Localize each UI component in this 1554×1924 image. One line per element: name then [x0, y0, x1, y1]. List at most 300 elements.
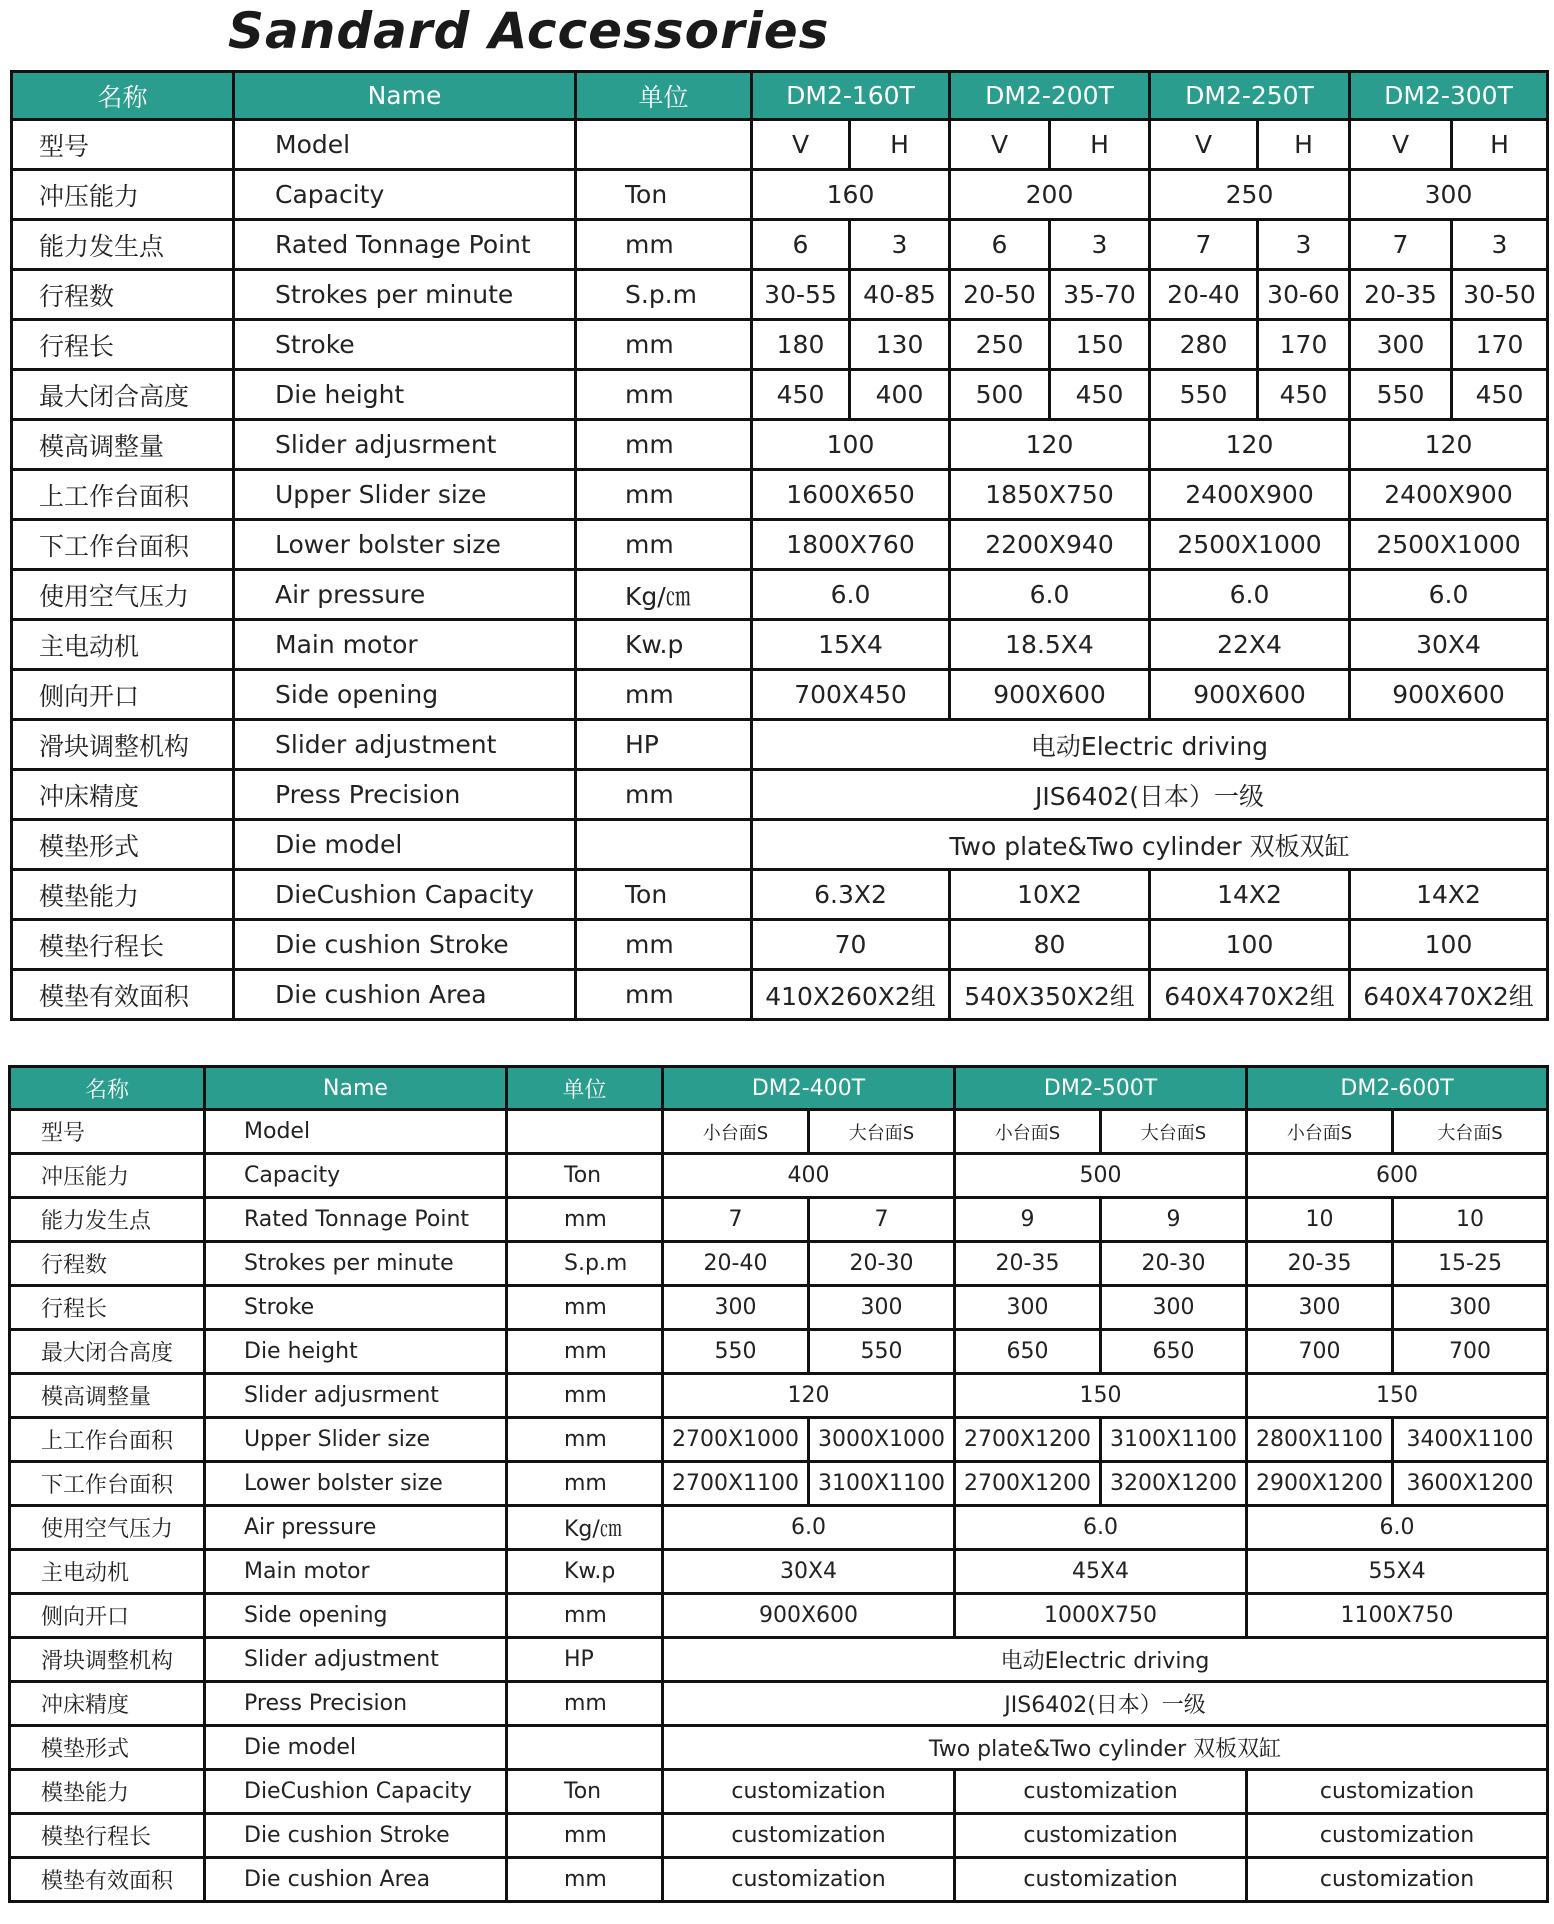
row-label-cn: 最大闭合高度	[10, 1330, 205, 1374]
value-cell: customization	[1247, 1814, 1548, 1858]
table-row	[12, 720, 1548, 770]
row-unit: mm	[507, 1330, 663, 1374]
table-row	[10, 1418, 1548, 1462]
table-row	[12, 670, 1548, 720]
model-header: DM2-600T	[1247, 1067, 1548, 1110]
value-cell: customization	[663, 1858, 955, 1902]
value-cell: 300	[809, 1286, 955, 1330]
value-cell: 3000X1000	[809, 1418, 955, 1462]
row-unit: mm	[507, 1462, 663, 1506]
value-cell: 550	[1150, 370, 1258, 420]
row-unit: mm	[576, 770, 752, 820]
value-cell: 2700X1100	[663, 1462, 809, 1506]
row-label-cn: 上工作台面积	[12, 470, 234, 520]
row-label-en: Slider adjustment	[205, 1638, 507, 1682]
table-row	[12, 820, 1548, 870]
row-label-cn: 滑块调整机构	[10, 1638, 205, 1682]
row-unit: HP	[507, 1638, 663, 1682]
value-cell: H	[1258, 120, 1350, 170]
row-label-cn: 模垫能力	[12, 870, 234, 920]
row-unit	[507, 1726, 663, 1770]
value-cell: H	[1452, 120, 1548, 170]
value-cell: 400	[663, 1154, 955, 1198]
row-unit: mm	[507, 1858, 663, 1902]
value-cell: 300	[1101, 1286, 1247, 1330]
row-label-en: Press Precision	[205, 1682, 507, 1726]
value-cell: 6	[950, 220, 1050, 270]
value-cell: 640X470X2组	[1150, 970, 1350, 1020]
row-unit: mm	[576, 920, 752, 970]
value-cell: 6.0	[950, 570, 1150, 620]
value-cell: 1800X760	[752, 520, 950, 570]
row-label-en: Stroke	[234, 320, 576, 370]
value-cell: 540X350X2组	[950, 970, 1150, 1020]
table-row	[10, 1638, 1548, 1682]
value-cell: 150	[955, 1374, 1247, 1418]
row-unit: mm	[576, 970, 752, 1020]
value-cell: 2800X1100	[1247, 1418, 1393, 1462]
row-label-en: Rated Tonnage Point	[205, 1198, 507, 1242]
model-header: DM2-250T	[1150, 72, 1350, 120]
value-cell: 900X600	[663, 1594, 955, 1638]
value-cell: 小台面S	[663, 1110, 809, 1154]
value-cell: customization	[955, 1814, 1247, 1858]
value-cell: 6.3X2	[752, 870, 950, 920]
row-label-en: Air pressure	[234, 570, 576, 620]
value-cell: 450	[1050, 370, 1150, 420]
row-label-cn: 能力发生点	[12, 220, 234, 270]
table-row	[12, 370, 1548, 420]
value-cell: 20-35	[955, 1242, 1101, 1286]
row-label-en: Die cushion Area	[234, 970, 576, 1020]
value-cell: 6.0	[752, 570, 950, 620]
row-unit: mm	[507, 1374, 663, 1418]
value-cell: 650	[955, 1330, 1101, 1374]
value-cell: 250	[950, 320, 1050, 370]
value-cell: 70	[752, 920, 950, 970]
value-cell: 大台面S	[1393, 1110, 1548, 1154]
value-cell: 2200X940	[950, 520, 1150, 570]
row-label-en: Die cushion Stroke	[205, 1814, 507, 1858]
row-label-en: Die model	[205, 1726, 507, 1770]
row-unit: mm	[576, 220, 752, 270]
value-cell: 300	[1247, 1286, 1393, 1330]
row-label-en: Capacity	[205, 1154, 507, 1198]
row-label-en: Model	[205, 1110, 507, 1154]
row-label-cn: 模垫有效面积	[12, 970, 234, 1020]
value-cell: 30X4	[1350, 620, 1548, 670]
row-unit: S.p.m	[576, 270, 752, 320]
table-row	[10, 1242, 1548, 1286]
value-cell: 3100X1100	[809, 1462, 955, 1506]
value-cell: 20-40	[663, 1242, 809, 1286]
value-cell: 650	[1101, 1330, 1247, 1374]
value-cell: 80	[950, 920, 1150, 970]
value-cell: 20-40	[1150, 270, 1258, 320]
row-label-cn: 模垫行程长	[12, 920, 234, 970]
table-row	[10, 1286, 1548, 1330]
row-label-en: Lower bolster size	[205, 1462, 507, 1506]
model-header: DM2-300T	[1350, 72, 1548, 120]
value-cell: 7	[663, 1198, 809, 1242]
row-label-cn: 能力发生点	[10, 1198, 205, 1242]
row-label-cn: 行程数	[12, 270, 234, 320]
header-name: Name	[205, 1067, 507, 1110]
table-row	[10, 1858, 1548, 1902]
row-label-cn: 下工作台面积	[10, 1462, 205, 1506]
row-unit	[576, 820, 752, 870]
value-cell: 550	[663, 1330, 809, 1374]
row-label-cn: 模高调整量	[10, 1374, 205, 1418]
value-cell: 300	[1393, 1286, 1548, 1330]
row-unit: Ton	[507, 1154, 663, 1198]
value-cell: 1000X750	[955, 1594, 1247, 1638]
header-cn: 名称	[12, 72, 234, 120]
value-cell: 100	[1350, 920, 1548, 970]
value-cell: 6.0	[1350, 570, 1548, 620]
value-cell: V	[1150, 120, 1258, 170]
row-unit: mm	[507, 1814, 663, 1858]
row-label-cn: 使用空气压力	[12, 570, 234, 620]
header-unit: 单位	[507, 1067, 663, 1110]
value-cell: 7	[1350, 220, 1452, 270]
row-label-cn: 滑块调整机构	[12, 720, 234, 770]
row-unit: mm	[507, 1418, 663, 1462]
table-row	[12, 320, 1548, 370]
value-cell: 300	[1350, 320, 1452, 370]
table-row	[10, 1550, 1548, 1594]
model-header: DM2-500T	[955, 1067, 1247, 1110]
value-cell: 700	[1393, 1330, 1548, 1374]
value-cell: 3	[1258, 220, 1350, 270]
row-unit: Kg/㎝	[576, 570, 752, 620]
value-cell: 2900X1200	[1247, 1462, 1393, 1506]
value-cell: 3	[1452, 220, 1548, 270]
table-row	[12, 870, 1548, 920]
value-cell: 100	[1150, 920, 1350, 970]
row-label-cn: 行程长	[12, 320, 234, 370]
row-label-en: Press Precision	[234, 770, 576, 820]
value-cell: 30X4	[663, 1550, 955, 1594]
row-label-en: Stroke	[205, 1286, 507, 1330]
row-label-en: Slider adjusrment	[205, 1374, 507, 1418]
row-unit: mm	[507, 1286, 663, 1330]
value-cell: 250	[1150, 170, 1350, 220]
row-unit: mm	[576, 520, 752, 570]
row-label-en: Die height	[205, 1330, 507, 1374]
row-label-cn: 冲床精度	[10, 1682, 205, 1726]
row-unit: mm	[576, 420, 752, 470]
table-row	[12, 170, 1548, 220]
row-label-en: Air pressure	[205, 1506, 507, 1550]
value-cell: V	[950, 120, 1050, 170]
header-name: Name	[234, 72, 576, 120]
value-cell: 6.0	[1150, 570, 1350, 620]
value-cell: 170	[1258, 320, 1350, 370]
value-cell: 900X600	[950, 670, 1150, 720]
spec-table-1	[10, 70, 1549, 1021]
value-cell: 700X450	[752, 670, 950, 720]
row-label-en: Upper Slider size	[205, 1418, 507, 1462]
value-cell: 小台面S	[1247, 1110, 1393, 1154]
row-label-cn: 上工作台面积	[10, 1418, 205, 1462]
value-cell: H	[1050, 120, 1150, 170]
value-cell: 2400X900	[1150, 470, 1350, 520]
value-cell: 900X600	[1350, 670, 1548, 720]
value-cell: 700	[1247, 1330, 1393, 1374]
table-row	[10, 1198, 1548, 1242]
row-label-cn: 冲压能力	[12, 170, 234, 220]
row-unit: Ton	[576, 170, 752, 220]
row-label-cn: 下工作台面积	[12, 520, 234, 570]
value-cell: 18.5X4	[950, 620, 1150, 670]
value-cell: Two plate&Two cylinder 双板双缸	[663, 1726, 1548, 1770]
row-label-cn: 最大闭合高度	[12, 370, 234, 420]
value-cell: 130	[850, 320, 950, 370]
value-cell: 2400X900	[1350, 470, 1548, 520]
table-row	[12, 470, 1548, 520]
value-cell: 45X4	[955, 1550, 1247, 1594]
value-cell: 6.0	[663, 1506, 955, 1550]
table-row	[10, 1770, 1548, 1814]
value-cell: 3400X1100	[1393, 1418, 1548, 1462]
header-row	[12, 72, 1548, 120]
value-cell: 22X4	[1150, 620, 1350, 670]
row-label-en: Die cushion Area	[205, 1858, 507, 1902]
table-row	[12, 620, 1548, 670]
value-cell: V	[1350, 120, 1452, 170]
table-row	[12, 420, 1548, 470]
value-cell: 20-30	[1101, 1242, 1247, 1286]
value-cell: 10X2	[950, 870, 1150, 920]
value-cell: 410X260X2组	[752, 970, 950, 1020]
value-cell: 大台面S	[1101, 1110, 1247, 1154]
value-cell: 300	[663, 1286, 809, 1330]
row-unit: Ton	[576, 870, 752, 920]
table-row	[10, 1814, 1548, 1858]
row-label-cn: 冲床精度	[12, 770, 234, 820]
row-label-en: Capacity	[234, 170, 576, 220]
value-cell: V	[752, 120, 850, 170]
value-cell: 10	[1247, 1198, 1393, 1242]
row-unit: S.p.m	[507, 1242, 663, 1286]
model-header: DM2-160T	[752, 72, 950, 120]
value-cell: 55X4	[1247, 1550, 1548, 1594]
row-label-cn: 模垫形式	[12, 820, 234, 870]
row-label-en: Die height	[234, 370, 576, 420]
row-label-cn: 使用空气压力	[10, 1506, 205, 1550]
table-row	[12, 570, 1548, 620]
row-unit: mm	[507, 1682, 663, 1726]
header-cn: 名称	[10, 1067, 205, 1110]
table-row	[12, 770, 1548, 820]
value-cell: 450	[1258, 370, 1350, 420]
row-label-cn: 模垫行程长	[10, 1814, 205, 1858]
row-label-cn: 主电动机	[10, 1550, 205, 1594]
row-label-cn: 型号	[12, 120, 234, 170]
value-cell: 20-30	[809, 1242, 955, 1286]
row-label-en: Side opening	[234, 670, 576, 720]
value-cell: 6	[752, 220, 850, 270]
value-cell: 20-35	[1350, 270, 1452, 320]
value-cell: 3100X1100	[1101, 1418, 1247, 1462]
row-label-en: Die model	[234, 820, 576, 870]
value-cell: JIS6402(日本）一级	[752, 770, 1548, 820]
row-label-cn: 侧向开口	[12, 670, 234, 720]
value-cell: 100	[752, 420, 950, 470]
row-label-en: Main motor	[205, 1550, 507, 1594]
value-cell: 550	[809, 1330, 955, 1374]
value-cell: 电动Electric driving	[663, 1638, 1548, 1682]
value-cell: 7	[1150, 220, 1258, 270]
value-cell: 3	[850, 220, 950, 270]
value-cell: 120	[663, 1374, 955, 1418]
row-label-en: Strokes per minute	[205, 1242, 507, 1286]
row-unit: Kw.p	[576, 620, 752, 670]
row-unit: mm	[576, 670, 752, 720]
row-label-en: Lower bolster size	[234, 520, 576, 570]
row-unit: mm	[507, 1594, 663, 1638]
row-label-cn: 侧向开口	[10, 1594, 205, 1638]
value-cell: 35-70	[1050, 270, 1150, 320]
value-cell: 200	[950, 170, 1150, 220]
row-unit: mm	[576, 470, 752, 520]
value-cell: 3600X1200	[1393, 1462, 1548, 1506]
row-label-cn: 行程长	[10, 1286, 205, 1330]
table-row	[10, 1462, 1548, 1506]
value-cell: 15X4	[752, 620, 950, 670]
row-label-en: Main motor	[234, 620, 576, 670]
value-cell: 6.0	[955, 1506, 1247, 1550]
table-row	[10, 1594, 1548, 1638]
value-cell: 大台面S	[809, 1110, 955, 1154]
value-cell: 280	[1150, 320, 1258, 370]
value-cell: 450	[752, 370, 850, 420]
value-cell: 640X470X2组	[1350, 970, 1548, 1020]
value-cell: 7	[809, 1198, 955, 1242]
value-cell: 900X600	[1150, 670, 1350, 720]
value-cell: 3	[1050, 220, 1150, 270]
value-cell: 10	[1393, 1198, 1548, 1242]
row-label-cn: 主电动机	[12, 620, 234, 670]
value-cell: 1100X750	[1247, 1594, 1548, 1638]
value-cell: 300	[1350, 170, 1548, 220]
row-unit: mm	[576, 370, 752, 420]
value-cell: customization	[955, 1858, 1247, 1902]
value-cell: 3200X1200	[1101, 1462, 1247, 1506]
value-cell: 450	[1452, 370, 1548, 420]
row-label-en: Model	[234, 120, 576, 170]
value-cell: 30-50	[1452, 270, 1548, 320]
row-label-cn: 模垫能力	[10, 1770, 205, 1814]
value-cell: 120	[1150, 420, 1350, 470]
value-cell: 600	[1247, 1154, 1548, 1198]
row-label-cn: 模高调整量	[12, 420, 234, 470]
row-label-en: Rated Tonnage Point	[234, 220, 576, 270]
table-row	[12, 270, 1548, 320]
value-cell: 30-55	[752, 270, 850, 320]
row-unit: HP	[576, 720, 752, 770]
row-unit: mm	[507, 1198, 663, 1242]
value-cell: 2700X1000	[663, 1418, 809, 1462]
row-unit: mm	[576, 320, 752, 370]
value-cell: 20-35	[1247, 1242, 1393, 1286]
value-cell: 300	[955, 1286, 1101, 1330]
value-cell: 120	[1350, 420, 1548, 470]
table-row	[10, 1110, 1548, 1154]
table-row	[10, 1154, 1548, 1198]
table-row	[12, 920, 1548, 970]
row-label-cn: 行程数	[10, 1242, 205, 1286]
row-label-cn: 模垫有效面积	[10, 1858, 205, 1902]
table-row	[10, 1374, 1548, 1418]
value-cell: customization	[663, 1814, 955, 1858]
value-cell: 1850X750	[950, 470, 1150, 520]
value-cell: 160	[752, 170, 950, 220]
model-header: DM2-400T	[663, 1067, 955, 1110]
value-cell: 2500X1000	[1150, 520, 1350, 570]
row-label-cn: 模垫形式	[10, 1726, 205, 1770]
value-cell: 30-60	[1258, 270, 1350, 320]
value-cell: 180	[752, 320, 850, 370]
row-label-en: Side opening	[205, 1594, 507, 1638]
table-row	[10, 1506, 1548, 1550]
row-unit	[507, 1110, 663, 1154]
value-cell: JIS6402(日本）一级	[663, 1682, 1548, 1726]
row-unit: Kw.p	[507, 1550, 663, 1594]
table-row	[12, 970, 1548, 1020]
header-unit: 单位	[576, 72, 752, 120]
value-cell: 20-50	[950, 270, 1050, 320]
value-cell: 500	[950, 370, 1050, 420]
value-cell: 400	[850, 370, 950, 420]
row-label-en: Strokes per minute	[234, 270, 576, 320]
value-cell: 小台面S	[955, 1110, 1101, 1154]
value-cell: customization	[663, 1770, 955, 1814]
table-row	[10, 1726, 1548, 1770]
spec-table-2	[8, 1065, 1549, 1903]
value-cell: 15-25	[1393, 1242, 1548, 1286]
row-label-en: DieCushion Capacity	[234, 870, 576, 920]
row-label-cn: 冲压能力	[10, 1154, 205, 1198]
header-row	[10, 1067, 1548, 1110]
value-cell: 2500X1000	[1350, 520, 1548, 570]
value-cell: 500	[955, 1154, 1247, 1198]
value-cell: 6.0	[1247, 1506, 1548, 1550]
value-cell: 1600X650	[752, 470, 950, 520]
row-unit: Ton	[507, 1770, 663, 1814]
value-cell: customization	[955, 1770, 1247, 1814]
value-cell: 150	[1247, 1374, 1548, 1418]
value-cell: 550	[1350, 370, 1452, 420]
value-cell: customization	[1247, 1858, 1548, 1902]
row-label-en: Die cushion Stroke	[234, 920, 576, 970]
value-cell: 2700X1200	[955, 1462, 1101, 1506]
value-cell: H	[850, 120, 950, 170]
table-row	[10, 1330, 1548, 1374]
value-cell: 170	[1452, 320, 1548, 370]
table-row	[12, 220, 1548, 270]
value-cell: Two plate&Two cylinder 双板双缸	[752, 820, 1548, 870]
value-cell: 电动Electric driving	[752, 720, 1548, 770]
row-label-en: Slider adjusrment	[234, 420, 576, 470]
table-row	[12, 520, 1548, 570]
value-cell: customization	[1247, 1770, 1548, 1814]
value-cell: 9	[1101, 1198, 1247, 1242]
row-label-en: Slider adjustment	[234, 720, 576, 770]
value-cell: 14X2	[1150, 870, 1350, 920]
model-header: DM2-200T	[950, 72, 1150, 120]
